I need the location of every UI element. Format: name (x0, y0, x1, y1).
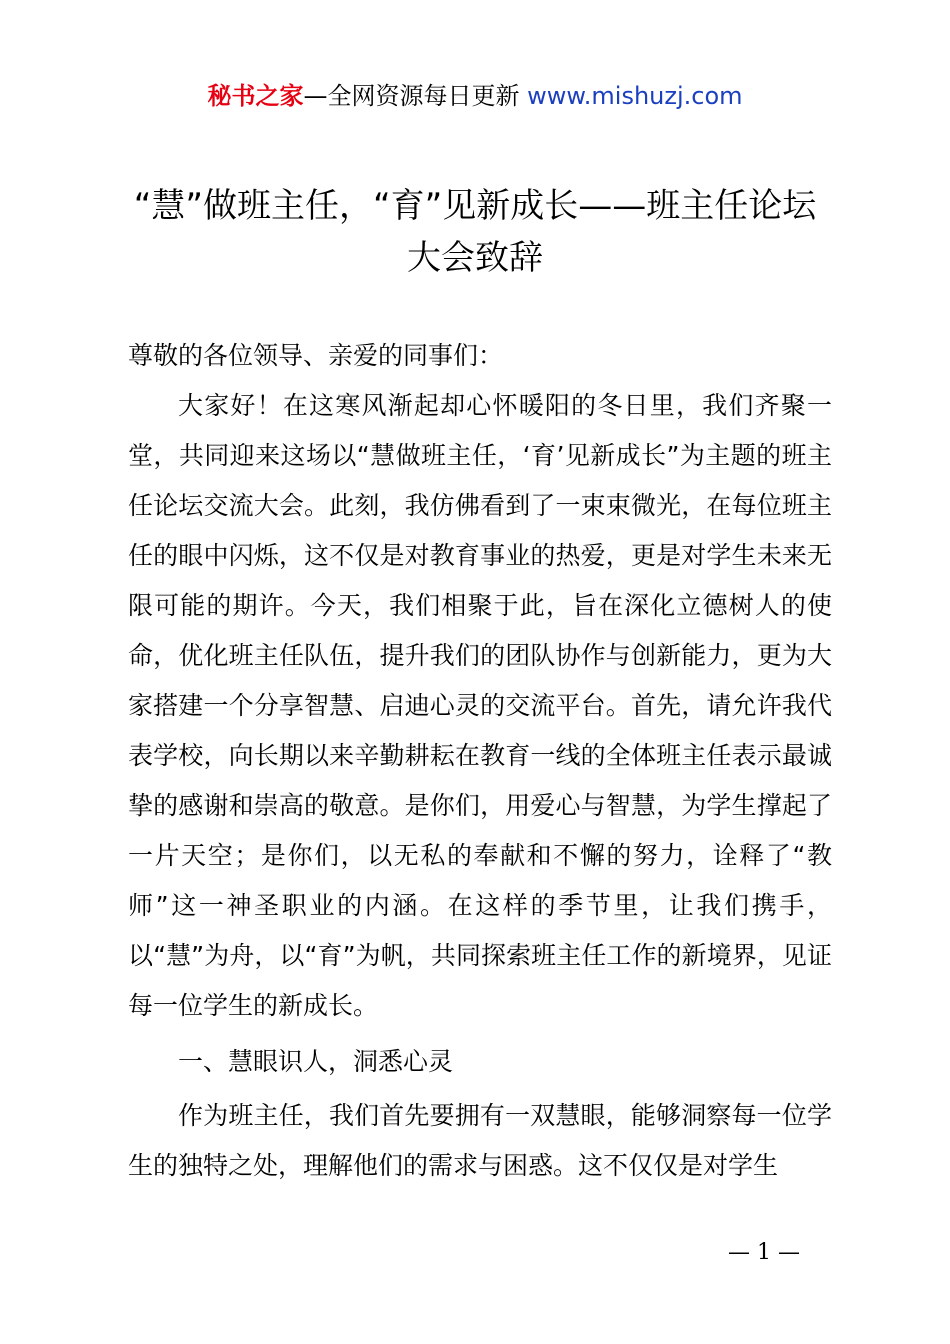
site-header (0, 78, 950, 114)
document-title: “慧”做班主任，“育”见新成长——班主任论坛大会致辞 (133, 186, 817, 278)
brand-name: 秘书之家 (207, 82, 304, 110)
document-body (128, 331, 832, 1191)
header-slogan: —全网资源每日更新 (303, 82, 528, 110)
body-paragraph-1: 大家好！在这寒风渐起却心怀暖阳的冬日里，我们齐聚一堂，共同迎来这场以“慧做班主任，‘育’见新成长”为主题的班主任论坛交流大会。此刻，我仿佛看到了一束束微光，在每位班主任的眼中闪烁，这不仅是对教育事业的热爱，更是对学生未来无限可能的期许。今天，我们相聚于此，旨在深化立德树人的使命，优化班主任队伍，提升我们的团队协作与创新能力，更为大家搭建一个分享智慧、启迪心灵的交流平台。首先，请允许我代表学校，向长期以来辛勤耕耘在教育一线的全体班主任表示最诚挚的感谢和崇高的敬意。是你们，用爱心与智慧，为学生撑起了一片天空；是你们，以无私的奉献和不懈的努力，诠释了“教师”这一神圣职业的内涵。在这样的季节里，让我们携手，以“慧”为舟，以“育”为帆，共同探索班主任工作的新境界，见证每一位学生的新成长。 (128, 391, 832, 1020)
section-heading-1: 一、慧眼识人，洞悉心灵 (178, 1047, 454, 1076)
section-paragraph-1: 作为班主任，我们首先要拥有一双慧眼，能够洞察每一位学生的独特之处，理解他们的需求与困惑。这不仅仅是对学生 (128, 1101, 832, 1180)
salutation: 尊敬的各位领导、亲爱的同事们： (128, 341, 504, 370)
page-number: — 1 — (728, 1240, 800, 1265)
site-url-link[interactable]: www.mishuzj.com (527, 82, 743, 110)
